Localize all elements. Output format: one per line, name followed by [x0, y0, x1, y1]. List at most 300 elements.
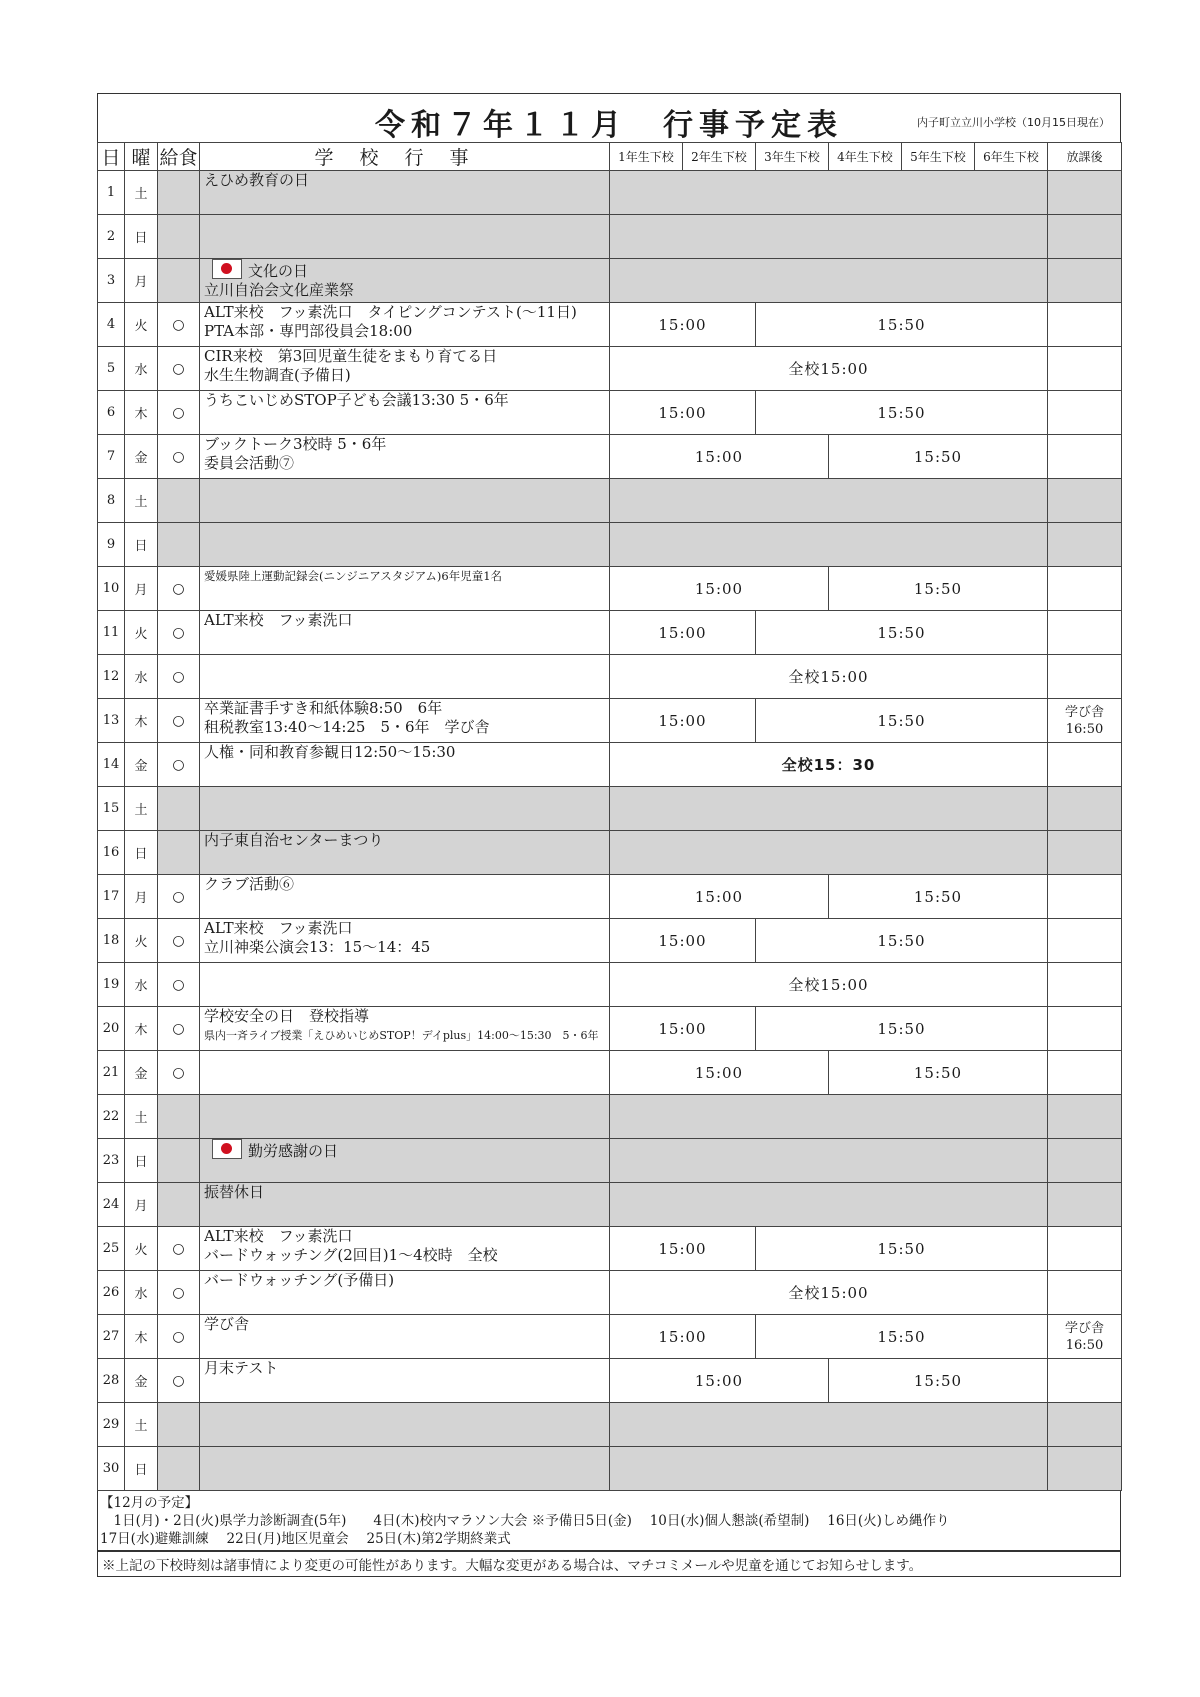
- after-school-cell: [1048, 215, 1122, 259]
- day-number: 5: [98, 347, 125, 391]
- after-school-cell: [1048, 1447, 1122, 1491]
- dismissal-upper: 15:50: [756, 699, 1048, 743]
- lunch-mark: ○: [158, 1007, 200, 1051]
- day-number: 7: [98, 435, 125, 479]
- events-cell: [200, 963, 610, 1007]
- event-text: 振替休日: [204, 1183, 265, 1201]
- day-of-week: 月: [125, 567, 158, 611]
- header-grade-1: 1年生下校: [610, 143, 683, 171]
- dismissal-upper: 15:50: [756, 391, 1048, 435]
- dismissal-lower: 15:00: [610, 435, 829, 479]
- day-of-week: 土: [125, 1095, 158, 1139]
- events-cell: [200, 831, 610, 875]
- events-cell: [200, 347, 610, 391]
- event-text: 愛媛県陸上運動記録会(ニンジニアスタジアム)6年児童1名: [204, 569, 503, 583]
- event-line: [204, 281, 609, 300]
- lunch-mark: ○: [158, 655, 200, 699]
- day-of-week: 土: [125, 171, 158, 215]
- event-text: ALT来校 フッ素洗口: [204, 611, 353, 629]
- day-of-week: 水: [125, 1271, 158, 1315]
- day-number: 25: [98, 1227, 125, 1271]
- event-line: [204, 454, 609, 473]
- after-school-text: 16:50: [1065, 721, 1104, 737]
- after-school-cell: [1048, 787, 1122, 831]
- dismissal-upper: 15:50: [829, 1051, 1048, 1095]
- table-row: [98, 831, 1122, 875]
- table-row: [98, 919, 1122, 963]
- dismissal-lower: 15:00: [610, 391, 756, 435]
- event-line: [204, 743, 609, 762]
- dismissal-upper: 15:50: [829, 567, 1048, 611]
- event-text: 卒業証書手すき和紙体験8:50 6年: [204, 699, 443, 717]
- dismissal-empty: [610, 1403, 1048, 1447]
- day-of-week: 木: [125, 1315, 158, 1359]
- events-cell: [200, 611, 610, 655]
- events-cell: [200, 875, 610, 919]
- lunch-mark: [158, 215, 200, 259]
- dismissal-all: 全校15:00: [610, 1271, 1048, 1315]
- header-grade-6: 6年生下校: [975, 143, 1048, 171]
- event-line: [204, 919, 609, 938]
- day-of-week: 水: [125, 963, 158, 1007]
- header-dow: 曜: [125, 143, 158, 171]
- header-events: 学校行事: [200, 143, 610, 171]
- after-school-cell: [1048, 303, 1122, 347]
- december-line-2: 17日(水)避難訓練 22日(月)地区児童会 25日(木)第2学期終業式: [100, 1531, 511, 1547]
- school-name: 内子町立立川小学校（10月15日現在）: [917, 116, 1110, 129]
- event-line: [204, 366, 609, 385]
- lunch-mark: ○: [158, 875, 200, 919]
- lunch-mark: [158, 787, 200, 831]
- dismissal-lower: 15:00: [610, 1007, 756, 1051]
- day-of-week: 金: [125, 1051, 158, 1095]
- day-number: 19: [98, 963, 125, 1007]
- table-row: [98, 215, 1122, 259]
- event-line: [204, 171, 609, 190]
- events-cell: [200, 655, 610, 699]
- event-text: ALT来校 フッ素洗口: [204, 919, 353, 937]
- lunch-mark: [158, 1095, 200, 1139]
- day-of-week: 水: [125, 655, 158, 699]
- day-number: 15: [98, 787, 125, 831]
- day-number: 4: [98, 303, 125, 347]
- after-school-cell: [1048, 479, 1122, 523]
- after-school-cell: [1048, 347, 1122, 391]
- event-text: 県内一斉ライブ授業「えひめいじめSTOP！デイplus」14:00～15:30 5・6年: [204, 1029, 599, 1042]
- after-school-cell: [1048, 963, 1122, 1007]
- events-cell: [200, 1227, 610, 1271]
- header-row: [98, 143, 1122, 171]
- day-of-week: 水: [125, 347, 158, 391]
- december-heading: 【12月の予定】: [100, 1495, 199, 1511]
- event-line: [204, 1315, 609, 1334]
- event-text: PTA本部・専門部役員会18:00: [204, 322, 413, 340]
- dismissal-upper: 15:50: [756, 919, 1048, 963]
- japan-flag-icon: [212, 1139, 242, 1159]
- after-school-cell: [1048, 171, 1122, 215]
- table-row: [98, 1403, 1122, 1447]
- dismissal-empty: [610, 1447, 1048, 1491]
- lunch-mark: [158, 171, 200, 215]
- event-text: 勤労感謝の日: [248, 1142, 339, 1160]
- events-cell: [200, 259, 610, 303]
- event-line: [204, 347, 609, 366]
- day-of-week: 金: [125, 743, 158, 787]
- after-school-cell: [1048, 1403, 1122, 1447]
- event-text: 委員会活動⑦: [204, 454, 295, 472]
- day-number: 24: [98, 1183, 125, 1227]
- after-school-cell: [1048, 743, 1122, 787]
- dismissal-all: 全校15:00: [610, 963, 1048, 1007]
- event-line: [204, 938, 609, 957]
- table-row: [98, 963, 1122, 1007]
- after-school-cell: [1048, 523, 1122, 567]
- dismissal-upper: 15:50: [829, 875, 1048, 919]
- event-line: [204, 1246, 609, 1265]
- table-row: [98, 391, 1122, 435]
- dismissal-upper: 15:50: [756, 1227, 1048, 1271]
- after-school-cell: [1048, 259, 1122, 303]
- day-of-week: 火: [125, 1227, 158, 1271]
- dismissal-upper: 15:50: [756, 1007, 1048, 1051]
- events-cell: [200, 567, 610, 611]
- event-text: バードウォッチング(予備日): [204, 1271, 395, 1289]
- dismissal-upper: 15:50: [756, 1315, 1048, 1359]
- after-school-cell: [1048, 1051, 1122, 1095]
- event-line: [204, 611, 609, 630]
- after-school-cell: [1048, 919, 1122, 963]
- schedule-table: [97, 142, 1122, 1491]
- lunch-mark: [158, 259, 200, 303]
- day-number: 27: [98, 1315, 125, 1359]
- after-school-cell: [1048, 1139, 1122, 1183]
- title-row: [97, 93, 1121, 142]
- day-number: 17: [98, 875, 125, 919]
- table-row: [98, 1095, 1122, 1139]
- events-cell: [200, 1007, 610, 1051]
- day-of-week: 金: [125, 1359, 158, 1403]
- header-grade-3: 3年生下校: [756, 143, 829, 171]
- day-of-week: 月: [125, 1183, 158, 1227]
- day-of-week: 日: [125, 831, 158, 875]
- events-cell: [200, 303, 610, 347]
- event-line: [204, 1183, 609, 1202]
- event-line: [204, 259, 609, 281]
- dismissal-lower: 15:00: [610, 1051, 829, 1095]
- lunch-mark: ○: [158, 963, 200, 1007]
- dismissal-lower: 15:00: [610, 611, 756, 655]
- lunch-mark: [158, 1183, 200, 1227]
- lunch-mark: [158, 479, 200, 523]
- page-title: 令和７年１１月 行事予定表: [375, 108, 843, 143]
- day-of-week: 日: [125, 523, 158, 567]
- lunch-mark: ○: [158, 743, 200, 787]
- day-of-week: 土: [125, 479, 158, 523]
- lunch-mark: ○: [158, 1271, 200, 1315]
- dismissal-all: 全校15:00: [610, 347, 1048, 391]
- dismissal-upper: 15:50: [829, 435, 1048, 479]
- day-of-week: 日: [125, 1139, 158, 1183]
- day-number: 30: [98, 1447, 125, 1491]
- day-number: 20: [98, 1007, 125, 1051]
- event-line: [204, 391, 609, 410]
- day-of-week: 木: [125, 391, 158, 435]
- after-school-cell: [1048, 1315, 1122, 1359]
- dismissal-empty: [610, 1183, 1048, 1227]
- event-line: [204, 303, 609, 322]
- table-row: [98, 171, 1122, 215]
- table-row: [98, 655, 1122, 699]
- table-row: [98, 567, 1122, 611]
- dismissal-empty: [610, 259, 1048, 303]
- event-text: 内子東自治センターまつり: [204, 831, 384, 849]
- day-number: 23: [98, 1139, 125, 1183]
- dismissal-empty: [610, 479, 1048, 523]
- event-text: 文化の日: [248, 262, 309, 280]
- dismissal-upper: 15:50: [756, 611, 1048, 655]
- lunch-mark: [158, 831, 200, 875]
- event-line: [204, 1359, 609, 1378]
- day-number: 10: [98, 567, 125, 611]
- table-row: [98, 611, 1122, 655]
- day-number: 18: [98, 919, 125, 963]
- lunch-mark: ○: [158, 1051, 200, 1095]
- day-of-week: 火: [125, 303, 158, 347]
- event-line: [204, 875, 609, 894]
- day-of-week: 月: [125, 875, 158, 919]
- dismissal-empty: [610, 1095, 1048, 1139]
- dismissal-upper: 15:50: [829, 1359, 1048, 1403]
- lunch-mark: [158, 523, 200, 567]
- day-of-week: 日: [125, 1447, 158, 1491]
- lunch-mark: ○: [158, 611, 200, 655]
- dismissal-lower: 15:00: [610, 1359, 829, 1403]
- japan-flag-icon: [212, 259, 242, 279]
- day-of-week: 土: [125, 1403, 158, 1447]
- dismissal-lower: 15:00: [610, 567, 829, 611]
- dismissal-lower: 15:00: [610, 875, 829, 919]
- day-number: 6: [98, 391, 125, 435]
- dismissal-empty: [610, 171, 1048, 215]
- day-number: 21: [98, 1051, 125, 1095]
- event-text: 水生生物調査(予備日): [204, 366, 351, 384]
- day-number: 9: [98, 523, 125, 567]
- day-of-week: 木: [125, 699, 158, 743]
- event-text: バードウォッチング(2回目)1～4校時 全校: [204, 1246, 498, 1264]
- table-row: [98, 303, 1122, 347]
- table-row: [98, 435, 1122, 479]
- after-school-cell: [1048, 1095, 1122, 1139]
- table-row: [98, 347, 1122, 391]
- table-row: [98, 1315, 1122, 1359]
- table-row: [98, 1359, 1122, 1403]
- day-of-week: 土: [125, 787, 158, 831]
- header-lunch: 給食: [158, 143, 200, 171]
- event-text: 学校安全の日 登校指導: [204, 1007, 370, 1025]
- table-row: [98, 787, 1122, 831]
- day-of-week: 金: [125, 435, 158, 479]
- lunch-mark: ○: [158, 1359, 200, 1403]
- after-school-cell: [1048, 1359, 1122, 1403]
- event-text: CIR来校 第3回児童生徒をまもり育てる日: [204, 347, 498, 365]
- table-row: [98, 1227, 1122, 1271]
- table-row: [98, 743, 1122, 787]
- dismissal-lower: 15:00: [610, 919, 756, 963]
- dismissal-empty: [610, 831, 1048, 875]
- event-line: [204, 1271, 609, 1290]
- dismissal-lower: 15:00: [610, 1227, 756, 1271]
- december-line-1: 1日(月)・2日(火)県学力診断調査(5年) 4日(木)校内マラソン大会 ※予備日5日(金) 10日(水)個人懇談(希望制) 16日(火)しめ縄作り: [100, 1513, 950, 1529]
- after-school-cell: [1048, 391, 1122, 435]
- events-cell: [200, 1139, 610, 1183]
- day-number: 11: [98, 611, 125, 655]
- header-grade-2: 2年生下校: [683, 143, 756, 171]
- day-number: 26: [98, 1271, 125, 1315]
- table-row: [98, 1051, 1122, 1095]
- day-of-week: 木: [125, 1007, 158, 1051]
- event-text: うちこいじめSTOP子ども会議13:30 5・6年: [204, 391, 509, 409]
- after-school-cell: [1048, 567, 1122, 611]
- table-row: [98, 1139, 1122, 1183]
- events-cell: [200, 171, 610, 215]
- events-cell: [200, 787, 610, 831]
- event-text: 学び舎: [204, 1315, 250, 1333]
- header-day: 日: [98, 143, 125, 171]
- table-row: [98, 699, 1122, 743]
- lunch-mark: ○: [158, 1227, 200, 1271]
- dismissal-lower: 15:00: [610, 699, 756, 743]
- day-number: 16: [98, 831, 125, 875]
- dismissal-lower: 15:00: [610, 303, 756, 347]
- event-line: [204, 1007, 609, 1026]
- event-line: [204, 1026, 609, 1045]
- lunch-mark: ○: [158, 567, 200, 611]
- after-school-cell: [1048, 1007, 1122, 1051]
- event-line: [204, 435, 609, 454]
- lunch-mark: [158, 1403, 200, 1447]
- day-number: 22: [98, 1095, 125, 1139]
- december-notes: [97, 1491, 1121, 1551]
- day-number: 8: [98, 479, 125, 523]
- after-school-cell: [1048, 655, 1122, 699]
- event-text: ALT来校 フッ素洗口: [204, 1227, 353, 1245]
- day-of-week: 火: [125, 611, 158, 655]
- day-number: 28: [98, 1359, 125, 1403]
- schedule-body: [98, 171, 1122, 1491]
- header-grade-5: 5年生下校: [902, 143, 975, 171]
- lunch-mark: ○: [158, 303, 200, 347]
- event-line: [204, 1227, 609, 1246]
- dismissal-empty: [610, 215, 1048, 259]
- event-text: 人権・同和教育参観日12:50～15:30: [204, 743, 456, 761]
- day-of-week: 火: [125, 919, 158, 963]
- event-line: [204, 831, 609, 850]
- after-school-text: 学び舎: [1064, 1320, 1104, 1336]
- lunch-mark: [158, 1447, 200, 1491]
- events-cell: [200, 1447, 610, 1491]
- day-of-week: 日: [125, 215, 158, 259]
- dismissal-empty: [610, 787, 1048, 831]
- events-cell: [200, 435, 610, 479]
- table-row: [98, 523, 1122, 567]
- events-cell: [200, 391, 610, 435]
- events-cell: [200, 919, 610, 963]
- events-cell: [200, 1315, 610, 1359]
- lunch-mark: ○: [158, 391, 200, 435]
- lunch-mark: ○: [158, 919, 200, 963]
- events-cell: [200, 1095, 610, 1139]
- after-school-text: 学び舎: [1064, 704, 1104, 720]
- header-grade-4: 4年生下校: [829, 143, 902, 171]
- event-text: 立川自治会文化産業祭: [204, 281, 355, 299]
- after-school-cell: [1048, 831, 1122, 875]
- day-number: 3: [98, 259, 125, 303]
- header-after-school: 放課後: [1048, 143, 1122, 171]
- after-school-cell: [1048, 875, 1122, 919]
- dismissal-lower: 15:00: [610, 1315, 756, 1359]
- events-cell: [200, 523, 610, 567]
- day-number: 2: [98, 215, 125, 259]
- dismissal-empty: [610, 1139, 1048, 1183]
- footnote: ※上記の下校時刻は諸事情により変更の可能性があります。大幅な変更がある場合は、マチコミメールや児童を通じてお知らせします。: [97, 1551, 1121, 1577]
- event-text: ALT来校 フッ素洗口 タイピングコンテスト(～11日): [204, 303, 577, 321]
- lunch-mark: [158, 1139, 200, 1183]
- lunch-mark: ○: [158, 699, 200, 743]
- after-school-text: 16:50: [1065, 1337, 1104, 1353]
- lunch-mark: ○: [158, 435, 200, 479]
- dismissal-upper: 15:50: [756, 303, 1048, 347]
- day-number: 14: [98, 743, 125, 787]
- day-number: 1: [98, 171, 125, 215]
- events-cell: [200, 215, 610, 259]
- event-text: クラブ活動⑥: [204, 875, 295, 893]
- table-row: [98, 1447, 1122, 1491]
- event-text: 租税教室13:40～14:25 5・6年 学び舎: [204, 718, 490, 736]
- dismissal-all: 全校15:00: [610, 655, 1048, 699]
- event-text: えひめ教育の日: [204, 171, 310, 189]
- after-school-cell: [1048, 611, 1122, 655]
- event-text: ブックトーク3校時 5・6年: [204, 435, 387, 453]
- day-of-week: 月: [125, 259, 158, 303]
- day-number: 12: [98, 655, 125, 699]
- event-line: [204, 699, 609, 718]
- events-cell: [200, 1359, 610, 1403]
- event-text: 立川神楽公演会13：15～14：45: [204, 938, 431, 956]
- table-row: [98, 1007, 1122, 1051]
- after-school-cell: [1048, 1227, 1122, 1271]
- table-row: [98, 1271, 1122, 1315]
- table-row: [98, 479, 1122, 523]
- day-number: 29: [98, 1403, 125, 1447]
- events-cell: [200, 479, 610, 523]
- event-line: [204, 718, 609, 737]
- table-row: [98, 1183, 1122, 1227]
- event-line: [204, 322, 609, 341]
- dismissal-all: 全校15：30: [610, 743, 1048, 787]
- lunch-mark: ○: [158, 1315, 200, 1359]
- table-row: [98, 259, 1122, 303]
- events-cell: [200, 1183, 610, 1227]
- day-number: 13: [98, 699, 125, 743]
- events-cell: [200, 743, 610, 787]
- after-school-cell: [1048, 1271, 1122, 1315]
- table-row: [98, 875, 1122, 919]
- schedule-sheet: [97, 93, 1121, 1577]
- events-cell: [200, 699, 610, 743]
- after-school-cell: [1048, 1183, 1122, 1227]
- events-cell: [200, 1271, 610, 1315]
- events-cell: [200, 1403, 610, 1447]
